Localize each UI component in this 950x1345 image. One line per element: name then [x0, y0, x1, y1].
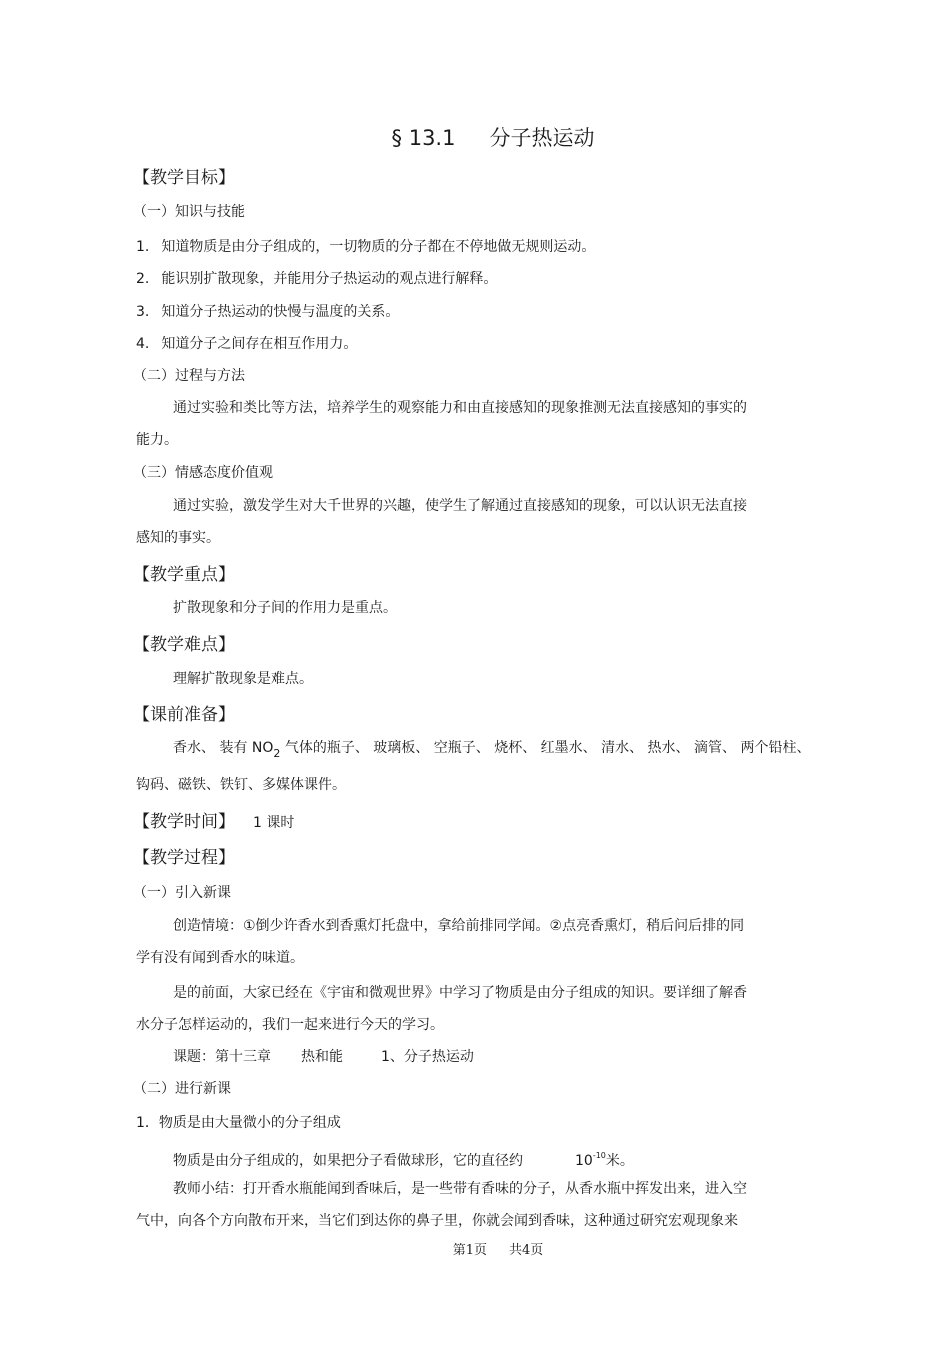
molecule-size-line: 物质是由分子组成的，如果把分子看做球形，它的直径约 $10^{-10}$米。 [173, 1151, 634, 1169]
subheading-new-lesson: （二）进行新课 [133, 1081, 231, 1097]
page-total: 共4页 [509, 1243, 544, 1258]
difficulties-text: 理解扩散现象是难点。 [173, 671, 313, 687]
no2-subscript: 2 [273, 747, 281, 760]
summary-line-1: 教师小结：打开香水瓶能闻到香味后，是一些带有香味的分子，从香水瓶中挥发出来，进入空 [173, 1181, 747, 1197]
subheading-attitude: （三）情感态度价值观 [133, 465, 273, 481]
time-value: 1 课时 [253, 815, 295, 831]
intro-lead-line-2: 水分子怎样运动的，我们一起来进行今天的学习。 [136, 1017, 444, 1033]
key-points-text: 扩散现象和分子间的作用力是重点。 [173, 600, 397, 616]
section-number: § 13.1 [391, 126, 456, 150]
title-text: 分子热运动 [489, 126, 595, 150]
size-exponent: -10 [592, 1151, 606, 1160]
attitude-text-line-2: 感知的事实。 [136, 530, 220, 546]
heading-time: 【教学时间】 1 课时 [133, 812, 295, 832]
summary-line-2: 气中，向各个方向散布开来，当它们到达你的鼻子里，你就会闻到香味，这种通过研究宏观现象来 [136, 1213, 738, 1229]
method-text-line-2: 能力。 [136, 432, 178, 448]
subheading-knowledge: （一）知识与技能 [133, 204, 245, 220]
intro-lead-line-1: 是的前面，大家已经在《宇宙和微观世界》中学习了物质是由分子组成的知识。要详细了解香 [173, 985, 747, 1001]
heading-process: 【教学过程】 [133, 848, 235, 868]
method-text-line-1: 通过实验和类比等方法，培养学生的观察能力和由直接感知的现象推测无法直接感知的事实的 [173, 400, 747, 416]
heading-objectives: 【教学目标】 [133, 168, 235, 188]
intro-scene-line-2: 学有没有闻到香水的味道。 [136, 950, 304, 966]
lesson-topic: 课题：第十三章 热和能 1、分子热运动 [173, 1049, 474, 1065]
preparation-line-2: 钩码、磁铁、铁钉、多媒体课件。 [136, 777, 346, 793]
objective-item-1: 1. 知道物质是由分子组成的，一切物质的分子都在不停地做无规则运动。 [136, 239, 596, 255]
intro-scene-line-1: 创造情境：①倒少许香水到香熏灯托盘中，拿给前排同学闻。②点亮香熏灯，稍后问后排的同 [173, 918, 745, 934]
objective-item-2: 2. 能识别扩散现象，并能用分子热运动的观点进行解释。 [136, 271, 498, 287]
preparation-line-1: 香水、 装有 $NO_2$ 气体的瓶子、 玻璃板、 空瓶子、 烧杯、 红墨水、 清水、 热水、 滴管、 两个铅柱、 [173, 740, 811, 760]
objective-item-4: 4. 知道分子之间存在相互作用力。 [136, 336, 358, 352]
heading-key-points: 【教学重点】 [133, 565, 235, 585]
heading-difficulties: 【教学难点】 [133, 635, 235, 655]
page-title [0, 124, 950, 152]
subheading-intro: （一）引入新课 [133, 885, 231, 901]
subheading-method: （二）过程与方法 [133, 368, 245, 384]
page-number: 第1页 [452, 1243, 487, 1258]
objective-item-3: 3. 知道分子热运动的快慢与温度的关系。 [136, 304, 400, 320]
heading-preparation: 【课前准备】 [133, 705, 235, 725]
size-base: 10 [575, 1153, 593, 1169]
attitude-text-line-1: 通过实验，激发学生对大千世界的兴趣，使学生了解通过直接感知的现象，可以认识无法直接 [173, 498, 747, 514]
point-1-heading: 1．物质是由大量微小的分子组成 [136, 1115, 341, 1131]
page-footer [0, 1241, 950, 1261]
